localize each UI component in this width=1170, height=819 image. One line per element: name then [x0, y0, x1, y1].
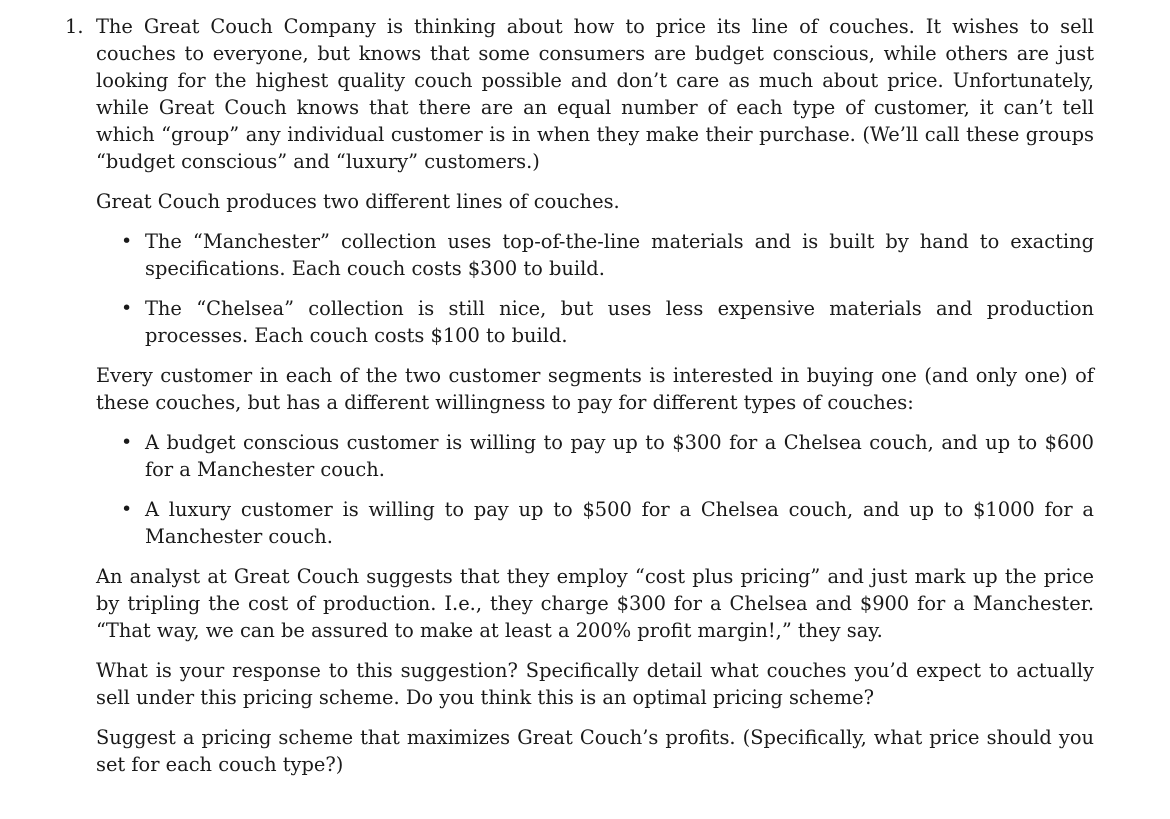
bullet-icon: • — [121, 297, 133, 319]
problem-number: 1. — [65, 15, 84, 38]
list-item — [96, 295, 1094, 349]
lines-intro-paragraph: Great Couch produces two different lines of couches. — [96, 190, 620, 213]
bullet-icon: • — [121, 230, 133, 252]
list-item — [96, 496, 1094, 550]
list-item-text: The “Manchester” collection uses top-of-the-line materials and is built by hand to exacting specifications. Each couch costs $300 to build. — [145, 230, 1094, 280]
list-item-text: A budget conscious customer is willing to pay up to $300 for a Chelsea couch, and up to $600 for a Manchester couch. — [145, 431, 1094, 481]
bullet-icon: • — [121, 498, 133, 520]
intro-paragraph: The Great Couch Company is thinking about how to price its line of couches. It wishes to sell couches to everyone, but knows that some consumers are budget conscious, while others are just looking for the highest quality couch possible and don’t care as much about price. Unfortunately, while Great Couch knows that there are an equal number of each type of customer, it can’t tell which “group” any individual customer is in when they make their purchase. (We’ll call these groups “budget conscious” and “luxury” customers.) — [96, 15, 1094, 173]
list-item-text: A luxury customer is willing to pay up to $500 for a Chelsea couch, and up to $1000 for a Manchester couch. — [145, 498, 1094, 548]
question-response-paragraph: What is your response to this suggestion? Specifically detail what couches you’d expect to actually sell under this pricing scheme. Do you think this is an optimal pricing scheme? — [96, 659, 1094, 709]
customer-segments-list — [96, 429, 1094, 550]
list-item — [96, 429, 1094, 483]
couch-lines-list — [96, 228, 1094, 349]
list-item — [96, 228, 1094, 282]
problem-content — [96, 13, 1094, 778]
question-pricing-paragraph: Suggest a pricing scheme that maximizes Great Couch’s profits. (Specifically, what price should you set for each couch type?) — [96, 726, 1094, 776]
bullet-icon: • — [121, 431, 133, 453]
analyst-paragraph: An analyst at Great Couch suggests that they employ “cost plus pricing” and just mark up the price by tripling the cost of production. I.e., they charge $300 for a Chelsea and $900 for a Manchester. “That way, we can be assured to make at least a 200% profit margin!,” they say. — [96, 565, 1094, 642]
list-item-text: The “Chelsea” collection is still nice, but uses less expensive materials and production processes. Each couch costs $100 to build. — [145, 297, 1094, 347]
segments-intro-paragraph: Every customer in each of the two customer segments is interested in buying one (and only one) of these couches, but has a different willingness to pay for different types of couches: — [96, 364, 1094, 414]
